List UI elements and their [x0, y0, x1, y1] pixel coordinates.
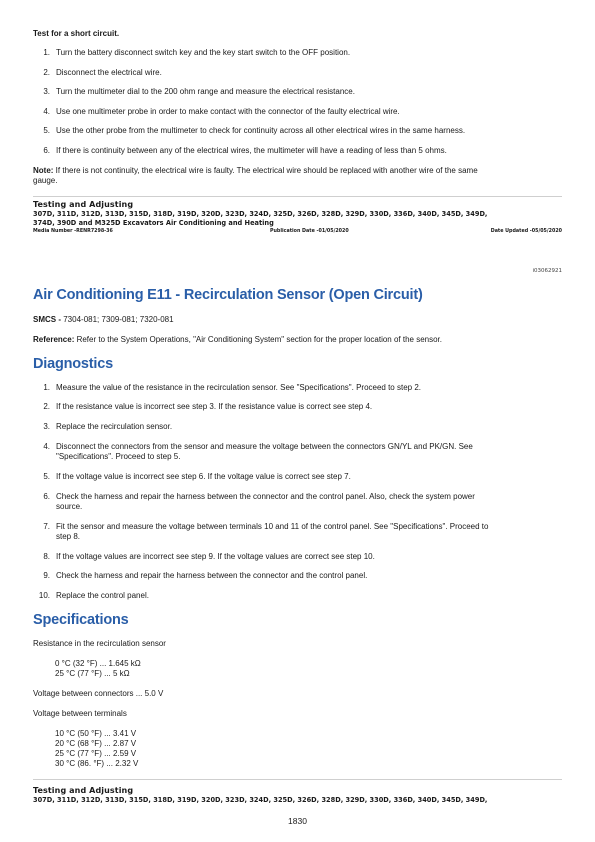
- doc-header-models: 307D, 311D, 312D, 313D, 315D, 318D, 319D, 320D, 323D, 324D, 325D, 326D, 328D, 329D, 330D, 336D, 340D, 345D, 349D, 374D, 390D and M325D Excavators Air Conditioning and Heating: [33, 210, 488, 227]
- spec-value: 30 °C (86. °F) ... 2.32 V: [55, 759, 139, 768]
- smcs-codes: 7304-081; 7309-081; 7320-081: [63, 315, 174, 324]
- doc-footer-models: 307D, 311D, 312D, 313D, 315D, 318D, 319D, 320D, 323D, 324D, 325D, 326D, 328D, 329D, 330D, 336D, 340D, 345D, 349D,: [33, 796, 488, 804]
- date-updated: Date Updated -05/05/2020: [490, 229, 562, 234]
- spec-value: 10 °C (50 °F) ... 3.41 V: [55, 729, 137, 738]
- spec-value: 25 °C (77 °F) ... 2.59 V: [55, 749, 137, 758]
- resistance-label: Resistance in the recirculation sensor: [33, 639, 166, 648]
- page-title: Air Conditioning E11 - Recirculation Sensor (Open Circuit): [33, 287, 423, 303]
- reference-label: Reference:: [33, 335, 75, 344]
- doc-header-meta: [33, 229, 562, 237]
- reference-text: Refer to the System Operations, "Air Conditioning System" section for the proper location of the sensor.: [74, 335, 442, 344]
- connector-voltage: Voltage between connectors ... 5.0 V: [33, 689, 164, 698]
- divider: [33, 196, 562, 197]
- note-paragraph: [33, 166, 562, 186]
- specifications-heading: Specifications: [33, 612, 129, 628]
- doc-footer-title: Testing and Adjusting: [33, 786, 134, 795]
- diagnostics-heading: Diagnostics: [33, 356, 113, 372]
- page-number: 1830: [288, 816, 307, 826]
- smcs-label: SMCS -: [33, 315, 64, 324]
- divider: [33, 779, 562, 780]
- spec-value: 25 °C (77 °F) ... 5 kΩ: [55, 669, 130, 678]
- doc-header-title: Testing and Adjusting: [33, 200, 134, 209]
- terminal-voltage-label: Voltage between terminals: [33, 709, 127, 718]
- publication-date: Publication Date -01/05/2020: [270, 229, 349, 234]
- note-text: If there is not continuity, the electrical wire is faulty. The electrical wire should be replaced with another wire of the same: [53, 166, 478, 175]
- doc-footer-block: [33, 786, 562, 805]
- note-label: Note:: [33, 166, 54, 175]
- doc-header-block: [33, 200, 562, 237]
- spec-value: 20 °C (68 °F) ... 2.87 V: [55, 739, 137, 748]
- spec-value: 0 °C (32 °F) ... 1.645 kΩ: [55, 659, 141, 668]
- reference-line: [33, 335, 562, 345]
- doc-id: i03062921: [532, 268, 562, 274]
- smcs-line: [33, 315, 562, 325]
- media-number: Media Number -RENR7298-36: [33, 229, 113, 234]
- note-text-cont: gauge.: [33, 176, 58, 185]
- short-circuit-heading: Test for a short circuit.: [33, 29, 120, 38]
